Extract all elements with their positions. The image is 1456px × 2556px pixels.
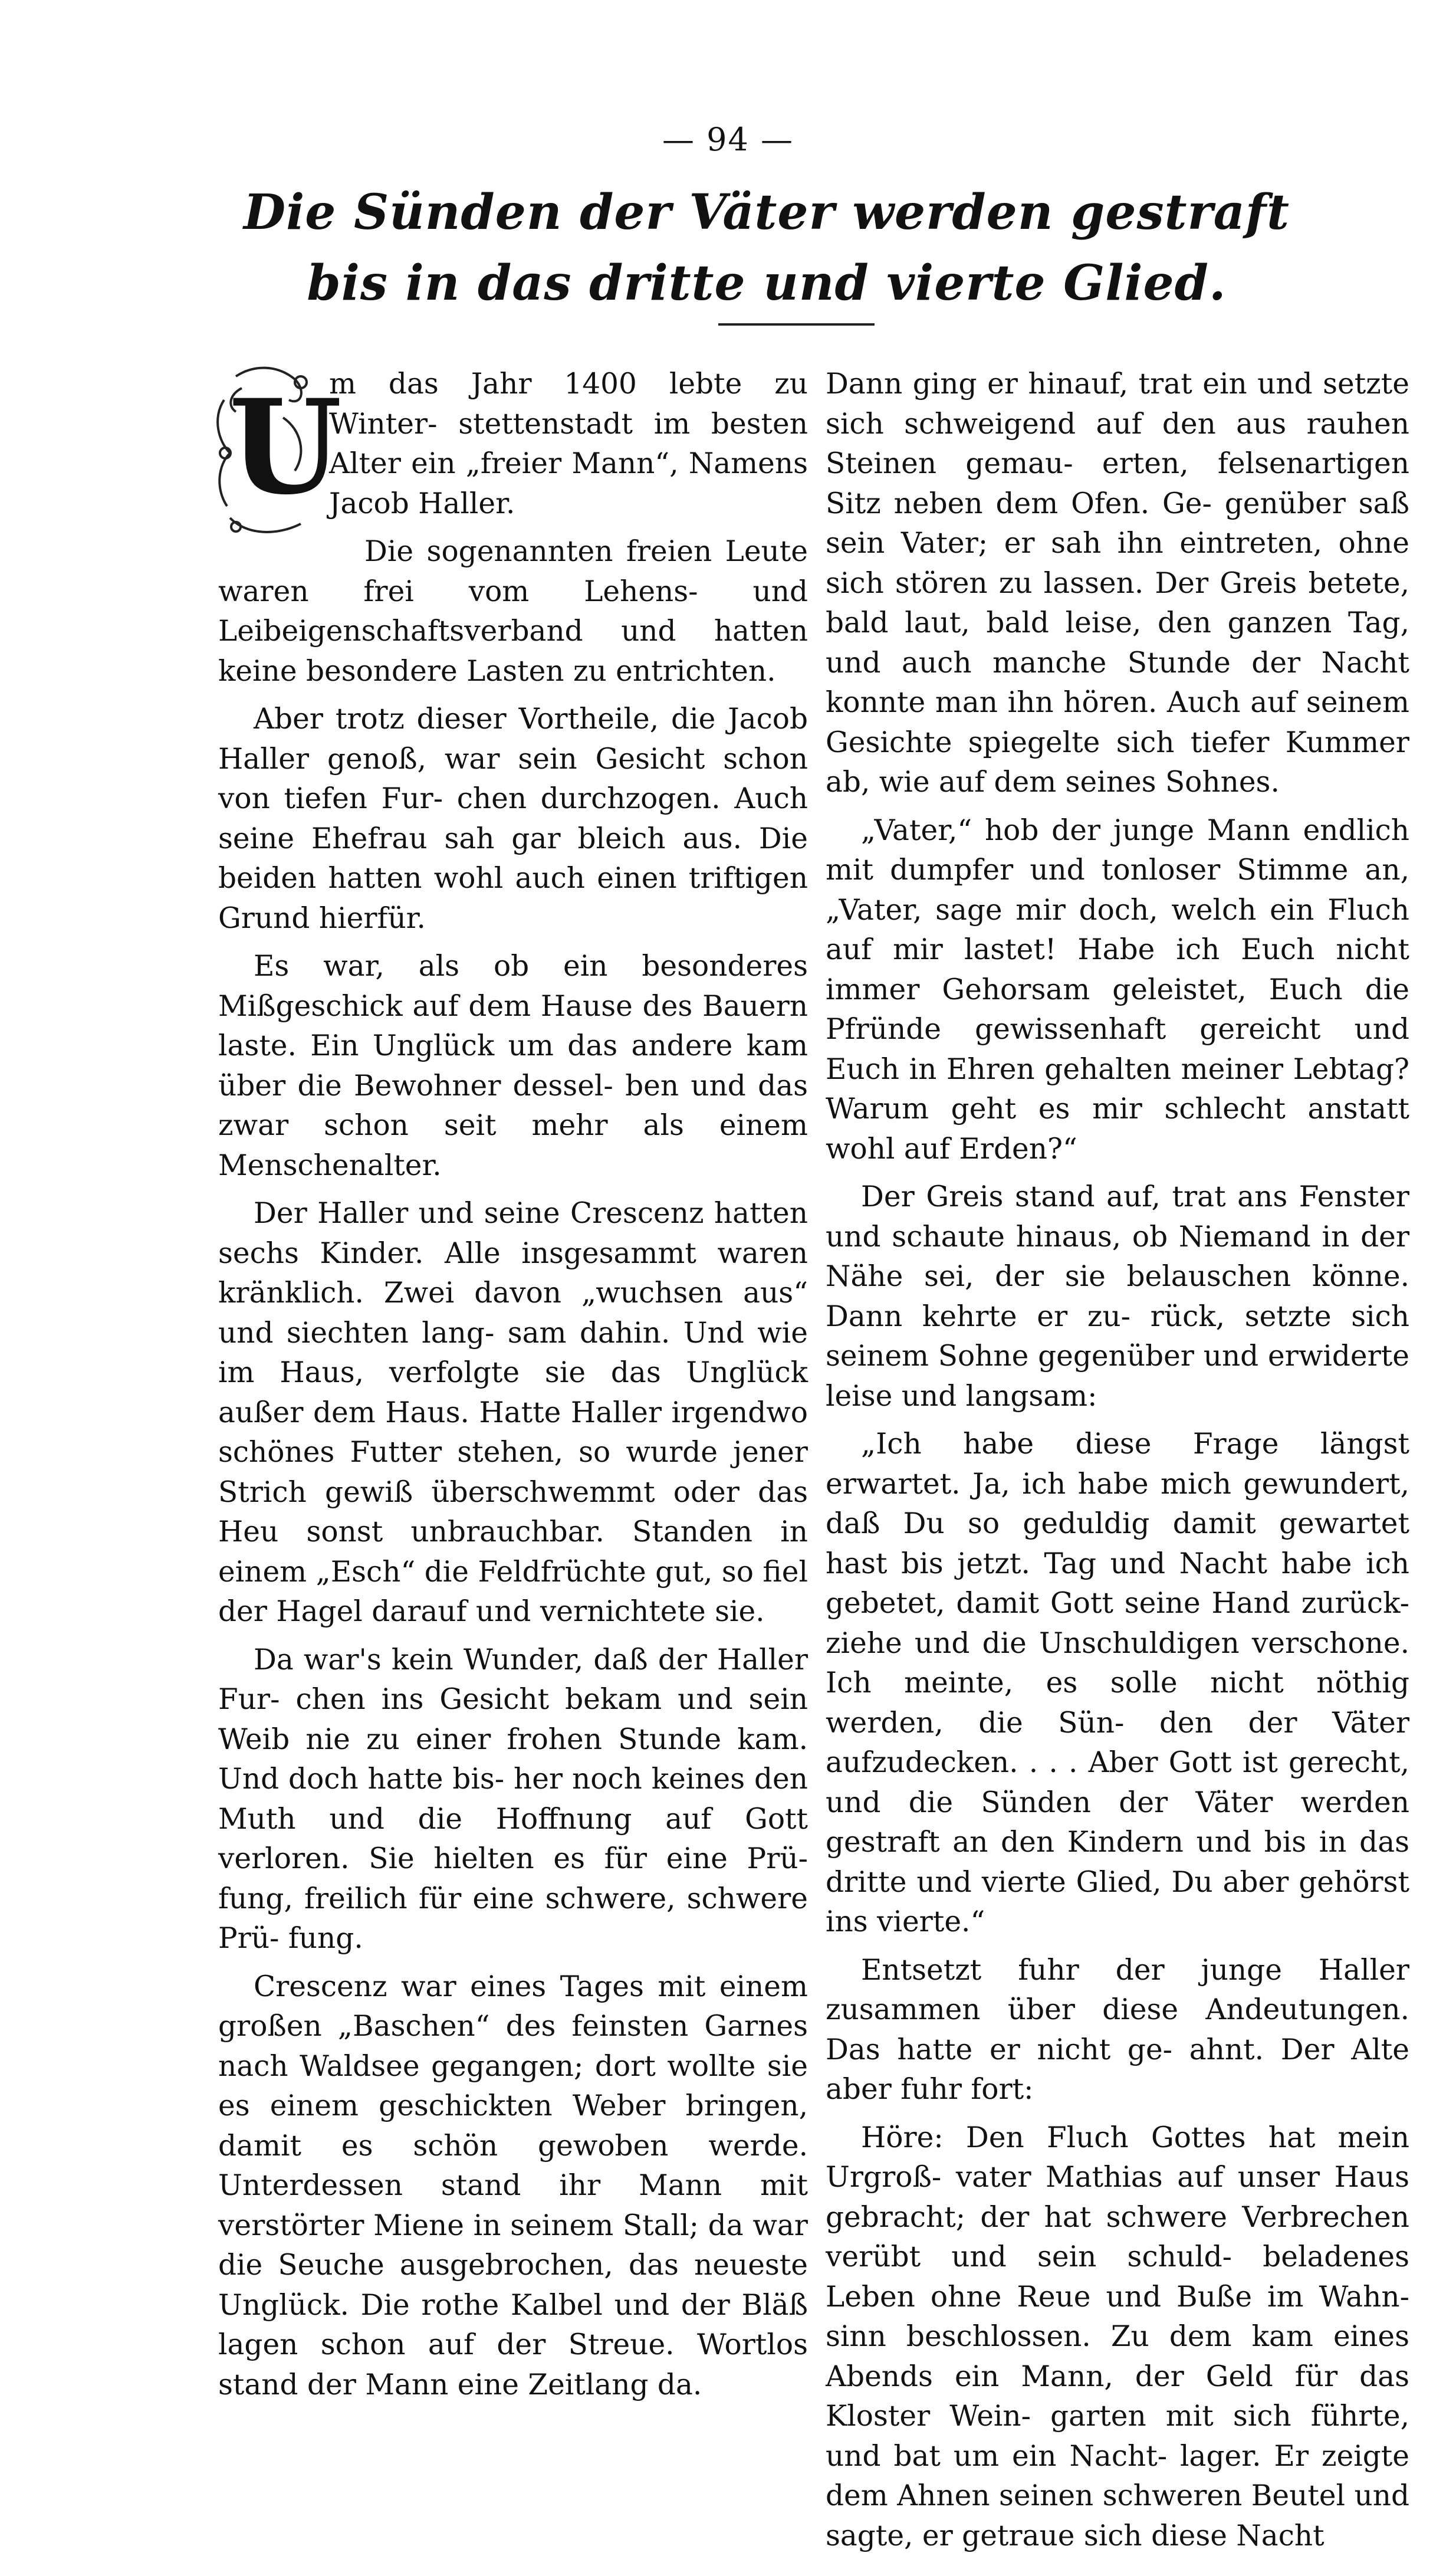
paragraph: Crescenz war eines Tages mit einem großen „Baschen“ des feinsten Garnes nach Waldsee gegangen; dort wollte sie es einem geschickten Weber bringen, damit es schön gewoben werde. Unterdessen stand ihr Mann mit verstörter Miene in seinem Stall; da war die Seuche ausgebrochen, das neueste Unglück. Die rothe Kalbel und der Bläß lagen schon auf der Streue. Wortlos stand der Mann eine Zeitlang da. (218, 1967, 808, 2406)
paragraph: „Vater,“ hob der junge Mann endlich mit dumpfer und tonloser Stimme an, „Vater, sage mir doch, welch ein Fluch auf mir lastet! Habe ich Euch nicht immer Gehorsam geleistet, Euch die Pfründe gewissenhaft gereicht und Euch in Ehren gehalten meiner Lebtag? Warum geht es mir schlecht anstatt wohl auf Erden?“ (826, 811, 1409, 1170)
paragraph (218, 365, 808, 524)
paragraph: Die sogenannten freien Leute waren frei vom Lehens- und Leibeigenschaftsverband und hatten keine besondere Lasten zu entrichten. (218, 532, 808, 691)
paragraph: Aber trotz dieser Vortheile, die Jacob Haller genoß, war sein Gesicht schon von tiefen Fur- chen durchzogen. Auch seine Ehefrau sah gar bleich aus. Die beiden hatten wohl auch einen triftigen Grund hierfür. (218, 700, 808, 939)
dropcap-letter: U (229, 382, 342, 512)
paragraph: Dann ging er hinauf, trat ein und setzte sich schweigend auf den aus rauhen Steinen gemau- erten, felsenartigen Sitz neben dem Ofen. Ge- genüber saß sein Vater; er sah ihn eintreten, ohne sich stören zu lassen. Der Greis betete, bald laut, bald leise, den ganzen Tag, und auch manche Stunde der Nacht konnte man ihn hören. Auch auf seinem Gesichte spiegelte sich tiefer Kummer ab, wie auf dem seines Sohnes. (826, 365, 1409, 803)
left-column (218, 365, 808, 2405)
paragraph: Es war, als ob ein besonderes Mißgeschick auf dem Hause des Bauern laste. Ein Unglück um das andere kam über die Bewohner dessel- ben und das zwar schon seit mehr als einem Menschenalter. (218, 947, 808, 1186)
paragraph: Der Haller und seine Crescenz hatten sechs Kinder. Alle insgesammt waren kränklich. Zwei davon „wuchsen aus“ und siechten lang- sam dahin. Und wie im Haus, verfolgte sie das Unglück außer dem Haus. Hatte Haller irgendwo schönes Futter stehen, so wurde jener Strich gewiß überschwemmt oder das Heu sonst unbrauchbar. Standen in einem „Esch“ die Feldfrüchte gut, so fiel der Hagel darauf und vernichtete sie. (218, 1194, 808, 1632)
paragraph: Da war's kein Wunder, daß der Haller Fur- chen ins Gesicht bekam und sein Weib nie zu einer frohen Stunde kam. Und doch hatte bis- her noch keines den Muth und die Hoffnung auf Gott verloren. Sie hielten es für eine Prü- fung, freilich für eine schwere, schwere Prü- fung. (218, 1640, 808, 1959)
ornamental-initial (212, 365, 318, 542)
paragraph: Entsetzt fuhr der junge Haller zusammen über diese Andeutungen. Das hatte er nicht ge- ahnt. Der Alte aber fuhr fort: (826, 1951, 1409, 2110)
chapter-title: Die Sünden der Väter werden gestraft bis in das dritte und vierte Glied. (212, 177, 1321, 319)
title-divider (718, 323, 875, 326)
paragraph: Der Greis stand auf, trat ans Fenster und schaute hinaus, ob Niemand in der Nähe sei, der sie belauschen könne. Dann kehrte er zu- rück, setzte sich seinem Sohne gegenüber und erwiderte leise und langsam: (826, 1177, 1409, 1416)
right-column (826, 365, 1409, 2556)
paragraph-text: m das Jahr 1400 lebte zu Winter- stettenstadt im besten Alter ein „freier Mann“, Namens Jacob Haller. (329, 368, 808, 520)
paragraph: Höre: Den Fluch Gottes hat mein Urgroß- vater Mathias auf unser Haus gebracht; der hat schwere Verbrechen verübt und sein schuld- beladenes Leben ohne Reue und Buße im Wahn- sinn beschlossen. Zu dem kam eines Abends ein Mann, der Geld für das Kloster Wein- garten mit sich führte, und bat um ein Nacht- lager. Er zeigte dem Ahnen seinen schweren Beutel und sagte, er getraue sich diese Nacht (826, 2118, 1409, 2556)
paragraph: „Ich habe diese Frage längst erwartet. Ja, ich habe mich gewundert, daß Du so geduldig damit gewartet hast bis jetzt. Tag und Nacht habe ich gebetet, damit Gott seine Hand zurück- ziehe und die Unschuldigen verschone. Ich meinte, es solle nicht nöthig werden, die Sün- den der Väter aufzudecken. . . . Aber Gott ist gerecht, und die Sünden der Väter werden gestraft an den Kindern und bis in das dritte und vierte Glied, Du aber gehörst ins vierte.“ (826, 1425, 1409, 1943)
page-number: — 94 — (0, 121, 1456, 158)
